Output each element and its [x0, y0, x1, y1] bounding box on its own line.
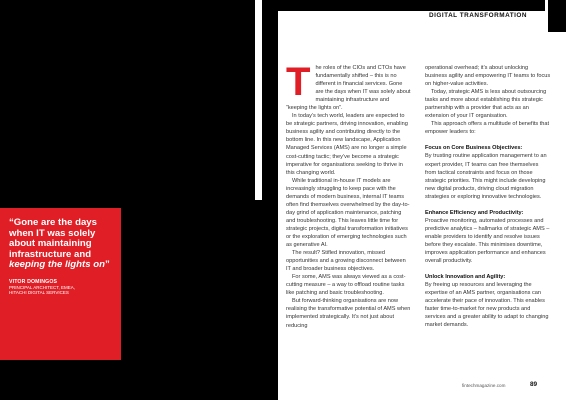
black-top-bar [262, 0, 545, 11]
quote-text-emphasis: keeping the lights on [9, 259, 105, 271]
black-corner-tab [548, 0, 566, 32]
article-paragraph: This approach offers a multitude of benefits that empower leaders to: [425, 121, 550, 136]
article-paragraph: But forward-thinking organisations are now realising the transformative potential of AMS when implemented strategically. It’s not just about reducing [286, 298, 411, 329]
quote-author-name: VITOR DOMINGOS [9, 278, 58, 285]
pull-quote [0, 208, 121, 360]
subheading-innovation: Unlock Innovation and Agility: [425, 274, 506, 281]
subheading-core-objectives: Focus on Core Business Objectives: [425, 145, 523, 152]
quote-text-part: “Gone are the days when IT was solely about maintaining infrastructure and [9, 217, 97, 260]
article-paragraph: The result? Stifled innovation, missed opportunities and a growing disconnect between IT and broader business objectives. [286, 250, 406, 273]
quote-author-role-1: PRINCIPAL ARCHITECT, EMEA, [9, 284, 76, 290]
article-paragraph: operational overhead; it’s about unlocking business agility and empowering IT teams to focus on higher-value activities. [425, 65, 551, 88]
black-divider-strip [262, 0, 278, 400]
subheading-efficiency: Enhance Efficiency and Productivity: [425, 209, 524, 216]
footer-url: fintechmagazine.com [462, 383, 506, 388]
article-paragraph: Today, strategic AMS is less about outsourcing tasks and more about establishing this strategic partnership with a provider that acts as an extension of your IT organisation. [425, 89, 547, 120]
section-title: DIGITAL TRANSFORMATION [429, 12, 527, 19]
quote-text-closing: ” [104, 259, 110, 271]
pull-quote-text [9, 218, 114, 271]
article-column-2 [425, 64, 551, 329]
black-panel-top [0, 0, 255, 200]
page-number: 89 [530, 381, 538, 388]
section-body: By freeing up resources and leveraging the expertise of an AMS partner, organisations can accelerate their pace of innovation. This enables faster time-to-market for new products and services and a greater ability to adapt to changing market demands. [425, 282, 549, 329]
article-paragraph: he roles of the CIOs and CTOs have fundamentally shifted – this is no different in financial services. Gone are the days when IT was solely about maintaining infrastructure and “keeping the lights on”. [286, 65, 411, 112]
article-paragraph: For some, AMS was always viewed as a cost-cutting measure – a way to offload routine tasks like patching and basic troubleshooting. [286, 274, 406, 297]
drop-cap: T [286, 60, 311, 104]
section-body: By trusting routine application management to an expert provider, IT teams can free themselves from tactical constraints and focus on those strategic priorities. This might include developing new digital products, driving cloud migration strategies or exploring innovative technologies. [425, 153, 547, 200]
quote-author-role-2: HITACHI DIGITAL SERVICES [9, 290, 69, 296]
article-column-1 [286, 60, 412, 330]
article-paragraph: In today’s tech world, leaders are expected to be strategic partners, driving innovation, enabling business agility and contributing directly to the bottom line. In this new landscape, Application Managed Services (AMS) are no longer a simple cost-cutting tactic; they’ve become a strategic imperative for organisations seeking to thrive in this changing world. [286, 113, 408, 176]
section-body: Proactive monitoring, automated processes and predictive analytics – hallmarks of strategic AMS – enable providers to identify and resolve issues before they escalate. This minimises downtime, improves application performance and enhances overall productivity. [425, 217, 550, 265]
article-paragraph: While traditional in-house IT models are increasingly struggling to keep pace with the demands of modern business, internal IT teams often find themselves overwhelmed by the day-to-day grind of application maintenance, patching and troubleshooting. This leaves little time for strategic projects, digital transformation initiatives or the exploration of emerging technologies such as generative AI. [286, 177, 410, 249]
